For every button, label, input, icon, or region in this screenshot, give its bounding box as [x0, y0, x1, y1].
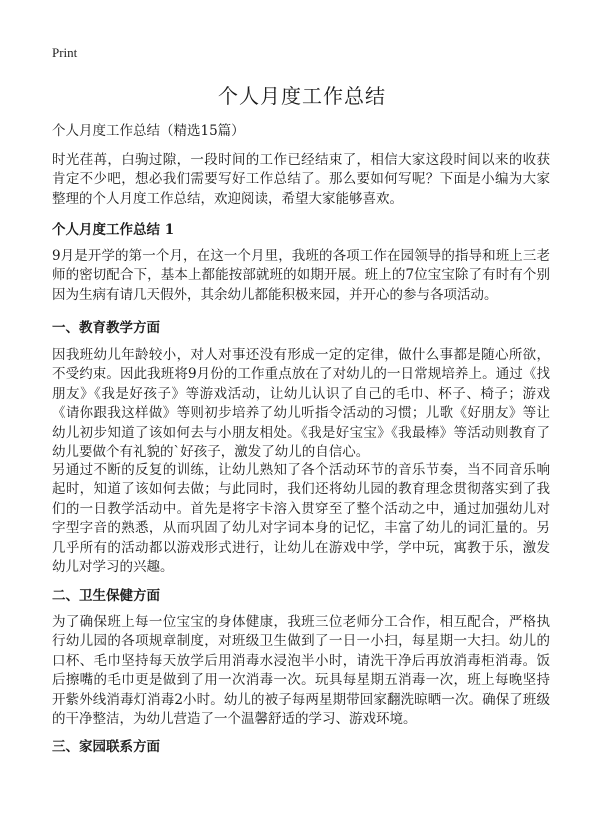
heading-health: 二、卫生保健方面 [52, 588, 160, 604]
section-heading-1: 个人月度工作总结 1 [52, 222, 175, 238]
heading-family: 三、家园联系方面 [52, 739, 160, 755]
document-subtitle: 个人月度工作总结（精选15篇） [52, 123, 245, 139]
teaching-paragraph-1: 因我班幼儿年龄较小，对人对事还没有形成一定的定律，做什么事都是随心所欲，不受约束。因此我班将9月份的工作重点放在了对幼儿的一日常规培养上。通过《找朋友》《我是好孩子》等游戏活动，让幼儿认识了自己的毛巾、杯子、椅子；游戏《请你跟我这样做》等则初步培养了幼儿听指令活动的习惯；儿歌《好朋友》等让幼儿初步知道了该如何去与小朋友相处。《我是好宝宝》《我最棒》等活动则教育了幼儿要做个有礼貌的`好孩子，激发了幼儿的自信心。 [52, 347, 550, 461]
section1-paragraph: 9月是开学的第一个月，在这一个月里，我班的各项工作在园领导的指导和班上三老师的密切配合下，基本上都能按部就班的如期开展。班上的7位宝宝除了有时有个别因为生病有请几天假外，其余幼儿都能积极来园，并开心的参与各项活动。 [52, 248, 550, 303]
heading-teaching: 一、教育教学方面 [52, 320, 160, 336]
print-link[interactable]: Print [52, 45, 78, 60]
page-title: 个人月度工作总结 [218, 84, 386, 108]
teaching-paragraph-2: 另通过不断的反复的训练，让幼儿熟知了各个活动环节的音乐节奏，当不同音乐响起时，知道了该如何去做；与此同时，我们还将幼儿园的教育理念贯彻落实到了我们的一日教学活动中。首先是将字卡溶入贯穿至了整个活动之中，通过加强幼儿对字型字音的熟悉，从而巩固了幼儿对字词本身的记忆，丰富了幼儿的词汇量的。另几乎所有的活动都以游戏形式进行，让幼儿在游戏中学，学中玩，寓教于乐，激发幼儿对学习的兴趣。 [52, 462, 550, 576]
health-paragraph: 为了确保班上每一位宝宝的身体健康，我班三位老师分工合作，相互配合，严格执行幼儿园的各项规章制度，对班级卫生做到了一日一小扫，每星期一大扫。幼儿的口杯、毛巾坚持每天放学后用消毒水浸泡半小时，请洗干净后再放消毒柜消毒。饭后擦嘴的毛巾更是做到了用一次消毒一次。玩具每星期五消毒一次，班上每晚坚持开紫外线消毒灯消毒2小时。幼儿的被子每两星期带回家翻洗晾晒一次。确保了班级的干净整洁，为幼儿营造了一个温馨舒适的学习、游戏环境。 [52, 614, 550, 728]
intro-paragraph: 时光荏苒，白驹过隙，一段时间的工作已经结束了，相信大家这段时间以来的收获肯定不少吧，想必我们需要写好工作总结了。那么要如何写呢？下面是小编为大家整理的个人月度工作总结，欢迎阅读，希望大家能够喜欢。 [52, 152, 550, 207]
